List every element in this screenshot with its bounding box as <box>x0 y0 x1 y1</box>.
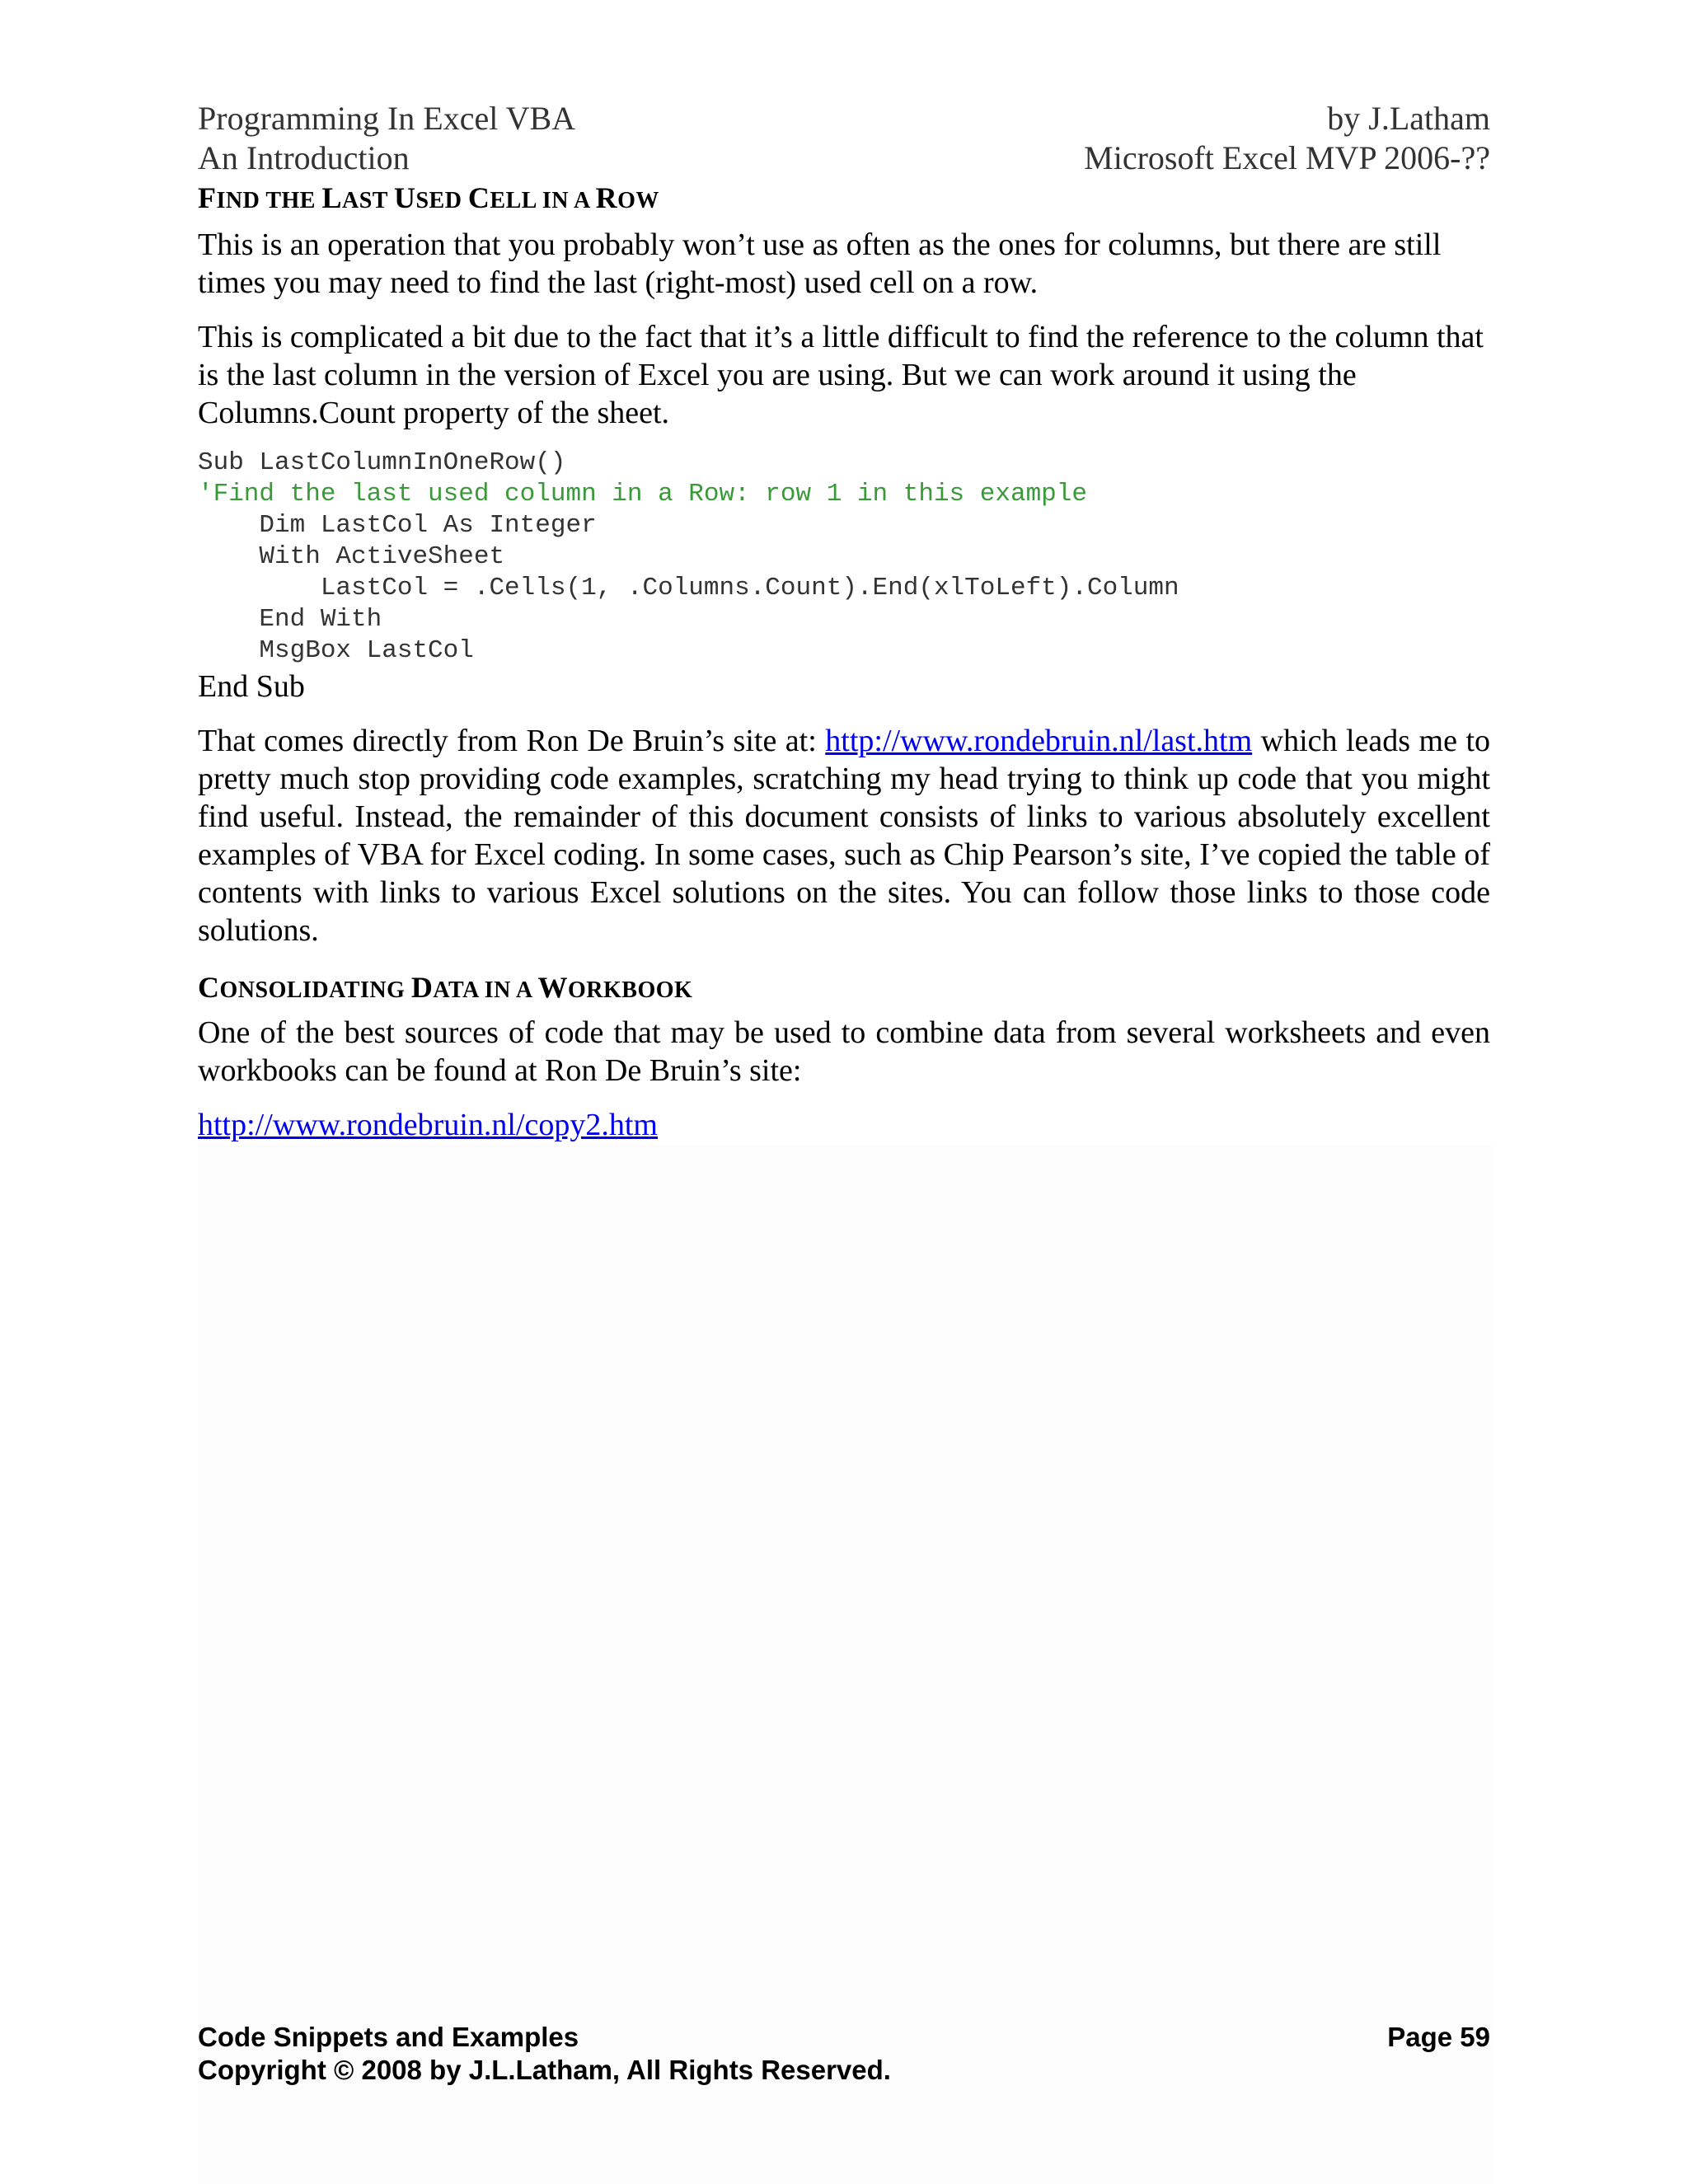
source-paragraph: That comes directly from Ron De Bruin’s site at: http://www.rondebruin.nl/last.htm which leads me to pretty much stop providing code examples, scratching my head trying to think up code that you might find useful. Instead, the remainder of this document consists of links to various absolutely excellent examples of VBA for Excel coding. In some cases, such as Chip Pearson’s site, I’ve copied the table of contents with links to various Excel solutions on the sites. You can follow those links to those code solutions. <box>198 724 1490 948</box>
section-heading-find-last-cell: FIND THE LAST USED CELL IN A ROW <box>198 181 659 214</box>
page-header-row-2 <box>198 138 1490 178</box>
section-heading-consolidating: CONSOLIDATING DATA IN A WORKBOOK <box>198 971 693 1004</box>
rondebruin-copy2-link[interactable]: http://www.rondebruin.nl/copy2.htm <box>198 1108 658 1142</box>
code-end-line: End Sub <box>198 669 305 704</box>
code-line: MsgBox LastCol <box>198 636 474 665</box>
copy2-link-line <box>198 1106 1490 1144</box>
page-number: Page 59 <box>1387 2022 1490 2052</box>
rondebruin-last-link[interactable]: http://www.rondebruin.nl/last.htm <box>825 724 1253 758</box>
doc-title: Programming In Excel VBA <box>198 100 576 137</box>
footer-title: Code Snippets and Examples <box>198 2022 579 2052</box>
intro-paragraph: This is an operation that you probably won’t use as often as the ones for columns, but there are still times you may need to find the last (right-most) used cell on a row. <box>198 227 1442 300</box>
code-line: Sub LastColumnInOneRow() <box>198 448 566 477</box>
code-line: Dim LastCol As Integer <box>198 511 597 540</box>
code-line: LastCol = .Cells(1, .Columns.Count).End(xlToLeft).Column <box>198 574 1179 602</box>
copyright: Copyright © 2008 by J.L.Latham, All Rights Reserved. <box>198 2055 891 2085</box>
code-line: With ActiveSheet <box>198 542 505 571</box>
doc-author: by J.Latham <box>1327 100 1490 137</box>
page-header-row-1 <box>198 99 1490 138</box>
doc-credential: Microsoft Excel MVP 2006-?? <box>1084 139 1490 176</box>
code-line: End With <box>198 605 382 634</box>
doc-subtitle: An Introduction <box>198 139 410 176</box>
explanation-paragraph: This is complicated a bit due to the fact that it’s a little difficult to find the reference to the column that is the last column in the version of Excel you are using. But we can work around it using the Columns.Count property of the sheet. <box>198 320 1484 430</box>
consolidating-paragraph: One of the best sources of code that may be used to combine data from several worksheets and even workbooks can be found at Ron De Bruin’s site: <box>198 1015 1490 1088</box>
page-footer <box>198 2021 1490 2087</box>
code-block <box>198 448 1179 667</box>
code-comment-line: 'Find the last used column in a Row: row 1 in this example <box>198 480 1087 509</box>
